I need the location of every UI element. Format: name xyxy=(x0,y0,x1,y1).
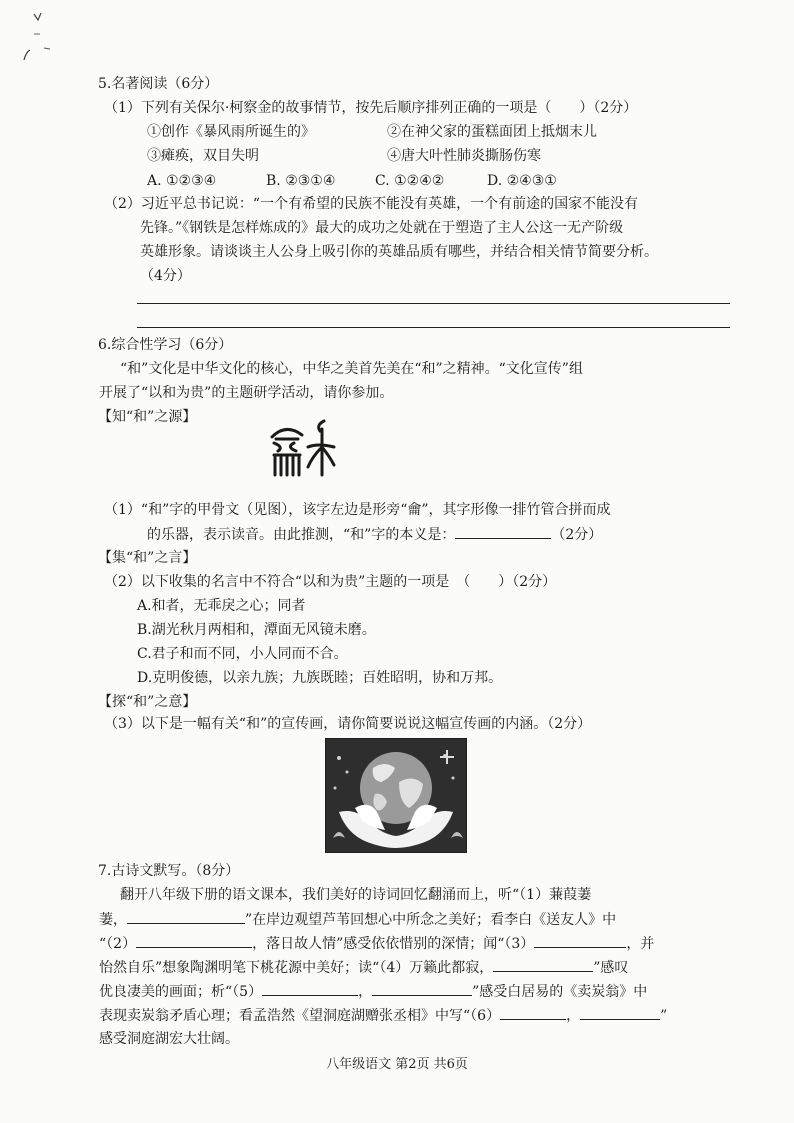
q6-part2-stem: （2）以下收集的名言中不符合“以和为贵”主题的一项是 （ ）（2分） xyxy=(104,574,557,590)
q7-text: 萋， xyxy=(99,912,127,928)
q7-line6 xyxy=(99,1005,667,1026)
q7-text: “（2） xyxy=(99,936,137,952)
q7-line3 xyxy=(99,933,654,954)
q5-event-4: ④唐大叶性肺炎撕肠伤寒 xyxy=(387,148,541,164)
q7-text: ” xyxy=(660,1008,668,1024)
q5-part2-line4: （4分） xyxy=(140,268,191,284)
q7-text: 优良凄美的画面；析“（5） xyxy=(99,984,263,1000)
q5-part2-line2: 先锋。”《钢铁是怎样炼成的》最大的成功之处就在于塑造了主人公这一无产阶级 xyxy=(140,220,624,236)
answer-blank[interactable] xyxy=(500,1005,566,1020)
q6-intro-line1: “和”文化是中华文化的核心，中华之美首先美在“和”之精神。“文化宣传”组 xyxy=(120,361,583,377)
q6-part2-option-d: D.克明俊德，以亲九族；九族既睦；百姓昭明，协和万邦。 xyxy=(137,670,503,686)
q6-section-meaning: 【探“和”之意】 xyxy=(98,694,197,710)
scan-mark xyxy=(14,8,64,68)
harmony-poster-image xyxy=(325,738,467,853)
q7-text: ”在岸边观望芦苇回想心中所念之美好；看李白《送友人》中 xyxy=(245,912,617,928)
q5-choice-d: D. ②④③① xyxy=(487,173,557,189)
q5-event-2: ②在神父家的蛋糕面团上抵烟末儿 xyxy=(387,124,597,140)
q7-line5 xyxy=(99,981,647,1002)
q7-text: 表现卖炭翁矛盾心理；看孟浩然《望洞庭湖赠张丞相》中写“（6） xyxy=(99,1008,501,1024)
answer-blank[interactable] xyxy=(580,1005,660,1020)
answer-blank[interactable] xyxy=(455,524,551,539)
answer-blank[interactable] xyxy=(493,957,593,972)
q5-choice-a: A. ①②③④ xyxy=(147,173,217,189)
q5-part2-line1: （2）习近平总书记说：“一个有希望的民族不能没有英雄，一个有前途的国家不能没有 xyxy=(104,196,639,212)
q5-title: 5.名著阅读（6分） xyxy=(98,76,219,92)
q7-text: ， xyxy=(566,1008,581,1024)
q7-text: ， xyxy=(358,984,373,1000)
answer-blank[interactable] xyxy=(372,981,472,996)
answer-blank[interactable] xyxy=(534,933,626,948)
q7-line2 xyxy=(99,909,616,930)
q6-intro-line2: 开展了“以和为贵”的主题研学活动，请你参加。 xyxy=(99,385,394,401)
q7-title: 7.古诗文默写。（8分） xyxy=(98,863,240,879)
q6-part1-score: （2分） xyxy=(551,527,603,543)
q7-line1: 翻开八年级下册的语文课本，我们美好的诗词回忆翻涌而上，听“（1）蒹葭萋 xyxy=(120,887,592,903)
q5-event-1: ①创作《暴风雨所诞生的》 xyxy=(147,124,315,140)
q6-part1-text: 的乐器，表示读音。由此推测，“和”字的本义是： xyxy=(147,527,456,543)
q5-event-3: ③瘫痪，双目失明 xyxy=(147,148,259,164)
answer-line[interactable] xyxy=(137,303,730,304)
q7-text: ，并 xyxy=(626,936,655,952)
q6-section-origin: 【知“和”之源】 xyxy=(98,409,197,425)
q7-line7: 感受洞庭湖宏大壮阔。 xyxy=(99,1031,239,1047)
q6-title: 6.综合性学习（6分） xyxy=(98,337,233,353)
q6-part2-option-c: C.君子和而不同，小人同而不合。 xyxy=(137,646,348,662)
q6-part2-option-b: B.湖光秋月两相和，潭面无风镜未磨。 xyxy=(137,622,376,638)
q6-part1-line1: （1）“和”字的甲骨文（见图），该字左边是形旁“龠”，其字形像一排竹管合拼而成 xyxy=(104,502,611,518)
page-footer: 八年级语文 第2页 共6页 xyxy=(326,1057,468,1072)
q6-section-sayings: 【集“和”之言】 xyxy=(98,550,197,566)
answer-line[interactable] xyxy=(137,327,730,328)
q6-part3-stem: （3）以下是一幅有关“和”的宣传画，请你简要说说这幅宣传画的内涵。（2分） xyxy=(104,716,592,732)
q7-text: ，落日故人情”感受依依惜别的深情；闻“（3） xyxy=(252,936,535,952)
q5-choice-c: C. ①②④② xyxy=(375,173,445,189)
q6-part1-line2 xyxy=(147,524,602,545)
q7-text: ”感受白居易的《卖炭翁》中 xyxy=(472,984,648,1000)
answer-blank[interactable] xyxy=(136,933,252,948)
q5-part2-line3: 英雄形象。请谈谈主人公身上吸引你的英雄品质有哪些，并结合相关情节简要分析。 xyxy=(140,244,658,260)
q7-line4 xyxy=(99,957,628,978)
oracle-bone-character-he-image xyxy=(268,417,336,479)
answer-blank[interactable] xyxy=(262,981,358,996)
q5-part1-stem: （1）下列有关保尔·柯察金的故事情节，按先后顺序排列正确的一项是（ ）（2分） xyxy=(104,100,638,116)
answer-blank[interactable] xyxy=(127,909,245,924)
q6-part2-option-a: A.和者，无乖戾之心；同者 xyxy=(137,598,306,614)
q5-choice-b: B. ②③①④ xyxy=(266,173,336,189)
q7-text: ”感叹 xyxy=(593,960,629,976)
q7-text: 怡然自乐”想象陶渊明笔下桃花源中美好；读“（4）万籁此都寂， xyxy=(99,960,494,976)
